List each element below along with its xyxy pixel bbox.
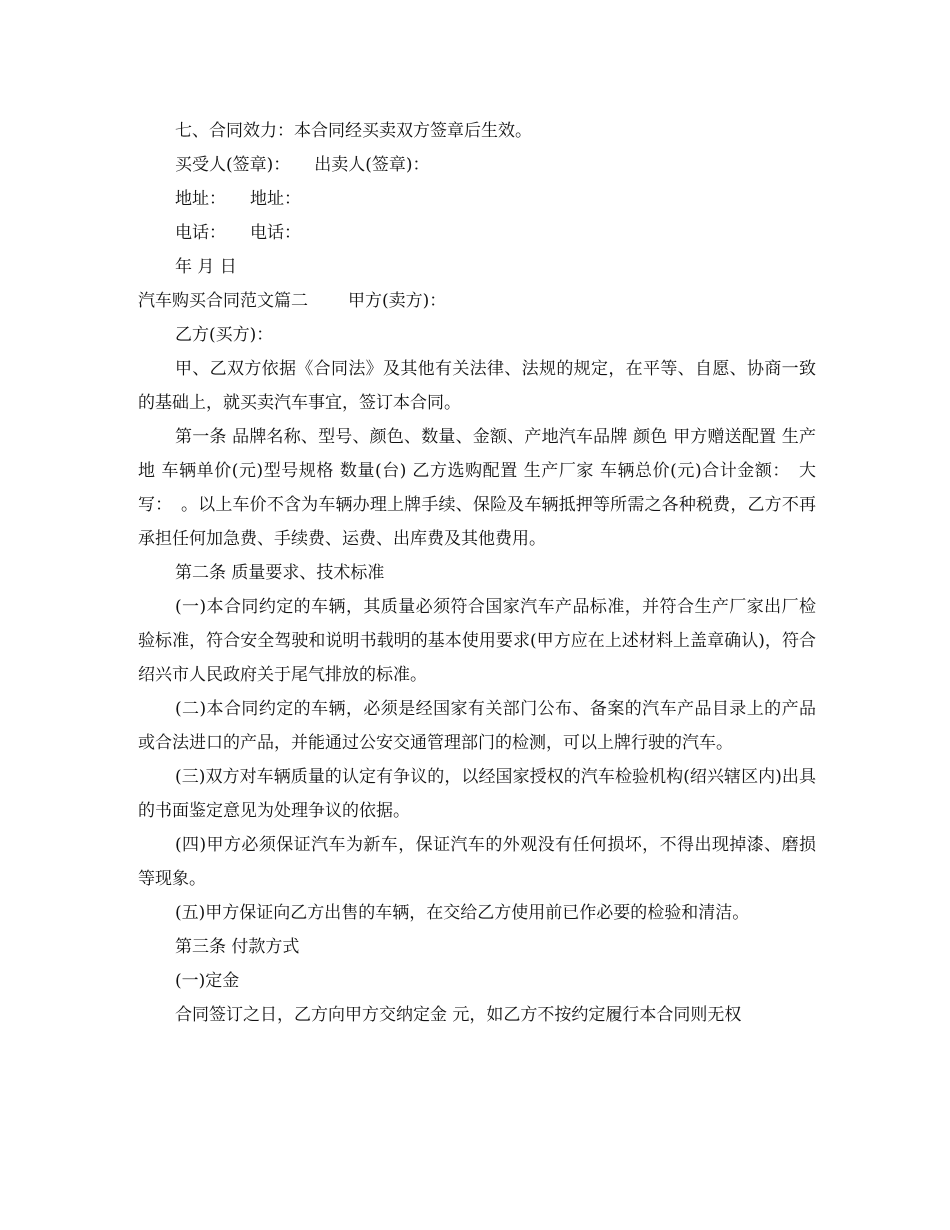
- article-2-item-4-text: (四)甲方必须保证汽车为新车，保证汽车的外观没有任何损坏，不得出现掉漆、磨损等现象。: [138, 835, 816, 889]
- article-2-item-1-text: (一)本合同约定的车辆，其质量必须符合国家汽车产品标准，并符合生产厂家出厂检验标准，符合安全驾驶和说明书载明的基本使用要求(甲方应在上述材料上盖章确认)，符合绍兴市人民政府关于尾气排放的标准。: [138, 597, 816, 685]
- party-b-line: [138, 318, 816, 352]
- date-line: [138, 250, 816, 284]
- article-3-item-1-text-line: [138, 998, 816, 1032]
- article-3-item-1-text: 合同签订之日，乙方向甲方交纳定金 元，如乙方不按约定履行本合同则无权: [175, 1005, 742, 1025]
- article-3-heading-text: 第三条 付款方式: [175, 937, 300, 957]
- article-2-item-1: [138, 590, 816, 692]
- article-2-heading-text: 第二条 质量要求、技术标准: [175, 563, 385, 583]
- seller-signature-label: 出卖人(签章)：: [314, 155, 430, 175]
- document-body: [138, 114, 816, 1032]
- seller-phone-label: 电话：: [250, 223, 301, 243]
- clause-contract-effect-text: 七、合同效力：本合同经买卖双方签章后生效。: [175, 121, 532, 141]
- article-2-item-5-text: (五)甲方保证向乙方出售的车辆，在交给乙方使用前已作必要的检验和清洁。: [175, 903, 750, 923]
- section-heading: 汽车购买合同范文篇二: [138, 291, 308, 311]
- buyer-address-label: 地址：: [175, 189, 226, 209]
- date-label: 年 月 日: [175, 257, 237, 277]
- article-3-item-1-heading-text: (一)定金: [175, 971, 240, 991]
- article-1-paragraph: [138, 420, 816, 556]
- article-3-item-1-heading: [138, 964, 816, 998]
- preamble-text: 甲、乙双方依据《合同法》及其他有关法律、法规的规定，在平等、自愿、协商一致的基础上，就买卖汽车事宜，签订本合同。: [138, 359, 816, 413]
- seller-address-label: 地址：: [250, 189, 301, 209]
- article-3-heading: [138, 930, 816, 964]
- article-2-item-2: [138, 692, 816, 760]
- article-2-item-4: [138, 828, 816, 896]
- clause-contract-effect: [138, 114, 816, 148]
- party-b-label: 乙方(买方)：: [175, 325, 274, 345]
- preamble-paragraph: [138, 352, 816, 420]
- party-a-label: 甲方(卖方)：: [348, 291, 447, 311]
- address-line: [138, 182, 816, 216]
- buyer-phone-label: 电话：: [175, 223, 226, 243]
- section-heading-line: [138, 284, 816, 318]
- phone-line: [138, 216, 816, 250]
- article-2-item-5: [138, 896, 816, 930]
- article-2-heading: [138, 556, 816, 590]
- article-1-text: 第一条 品牌名称、型号、颜色、数量、金额、产地汽车品牌 颜色 甲方赠送配置 生产地 车辆单价(元)型号规格 数量(台) 乙方选购配置 生产厂家 车辆总价(元)合计金额： 大写： 。以上车价不含为车辆办理上牌手续、保险及车辆抵押等所需之各种税费，乙方不再承担任何加急费、手续费、运费、出库费及其他费用。: [138, 427, 816, 549]
- buyer-signature-label: 买受人(签章)：: [175, 155, 291, 175]
- signature-line: [138, 148, 816, 182]
- article-2-item-3: [138, 760, 816, 828]
- article-2-item-2-text: (二)本合同约定的车辆，必须是经国家有关部门公布、备案的汽车产品目录上的产品或合法进口的产品，并能通过公安交通管理部门的检测，可以上牌行驶的汽车。: [138, 699, 816, 753]
- article-2-item-3-text: (三)双方对车辆质量的认定有争议的，以经国家授权的汽车检验机构(绍兴辖区内)出具的书面鉴定意见为处理争议的依据。: [138, 767, 816, 821]
